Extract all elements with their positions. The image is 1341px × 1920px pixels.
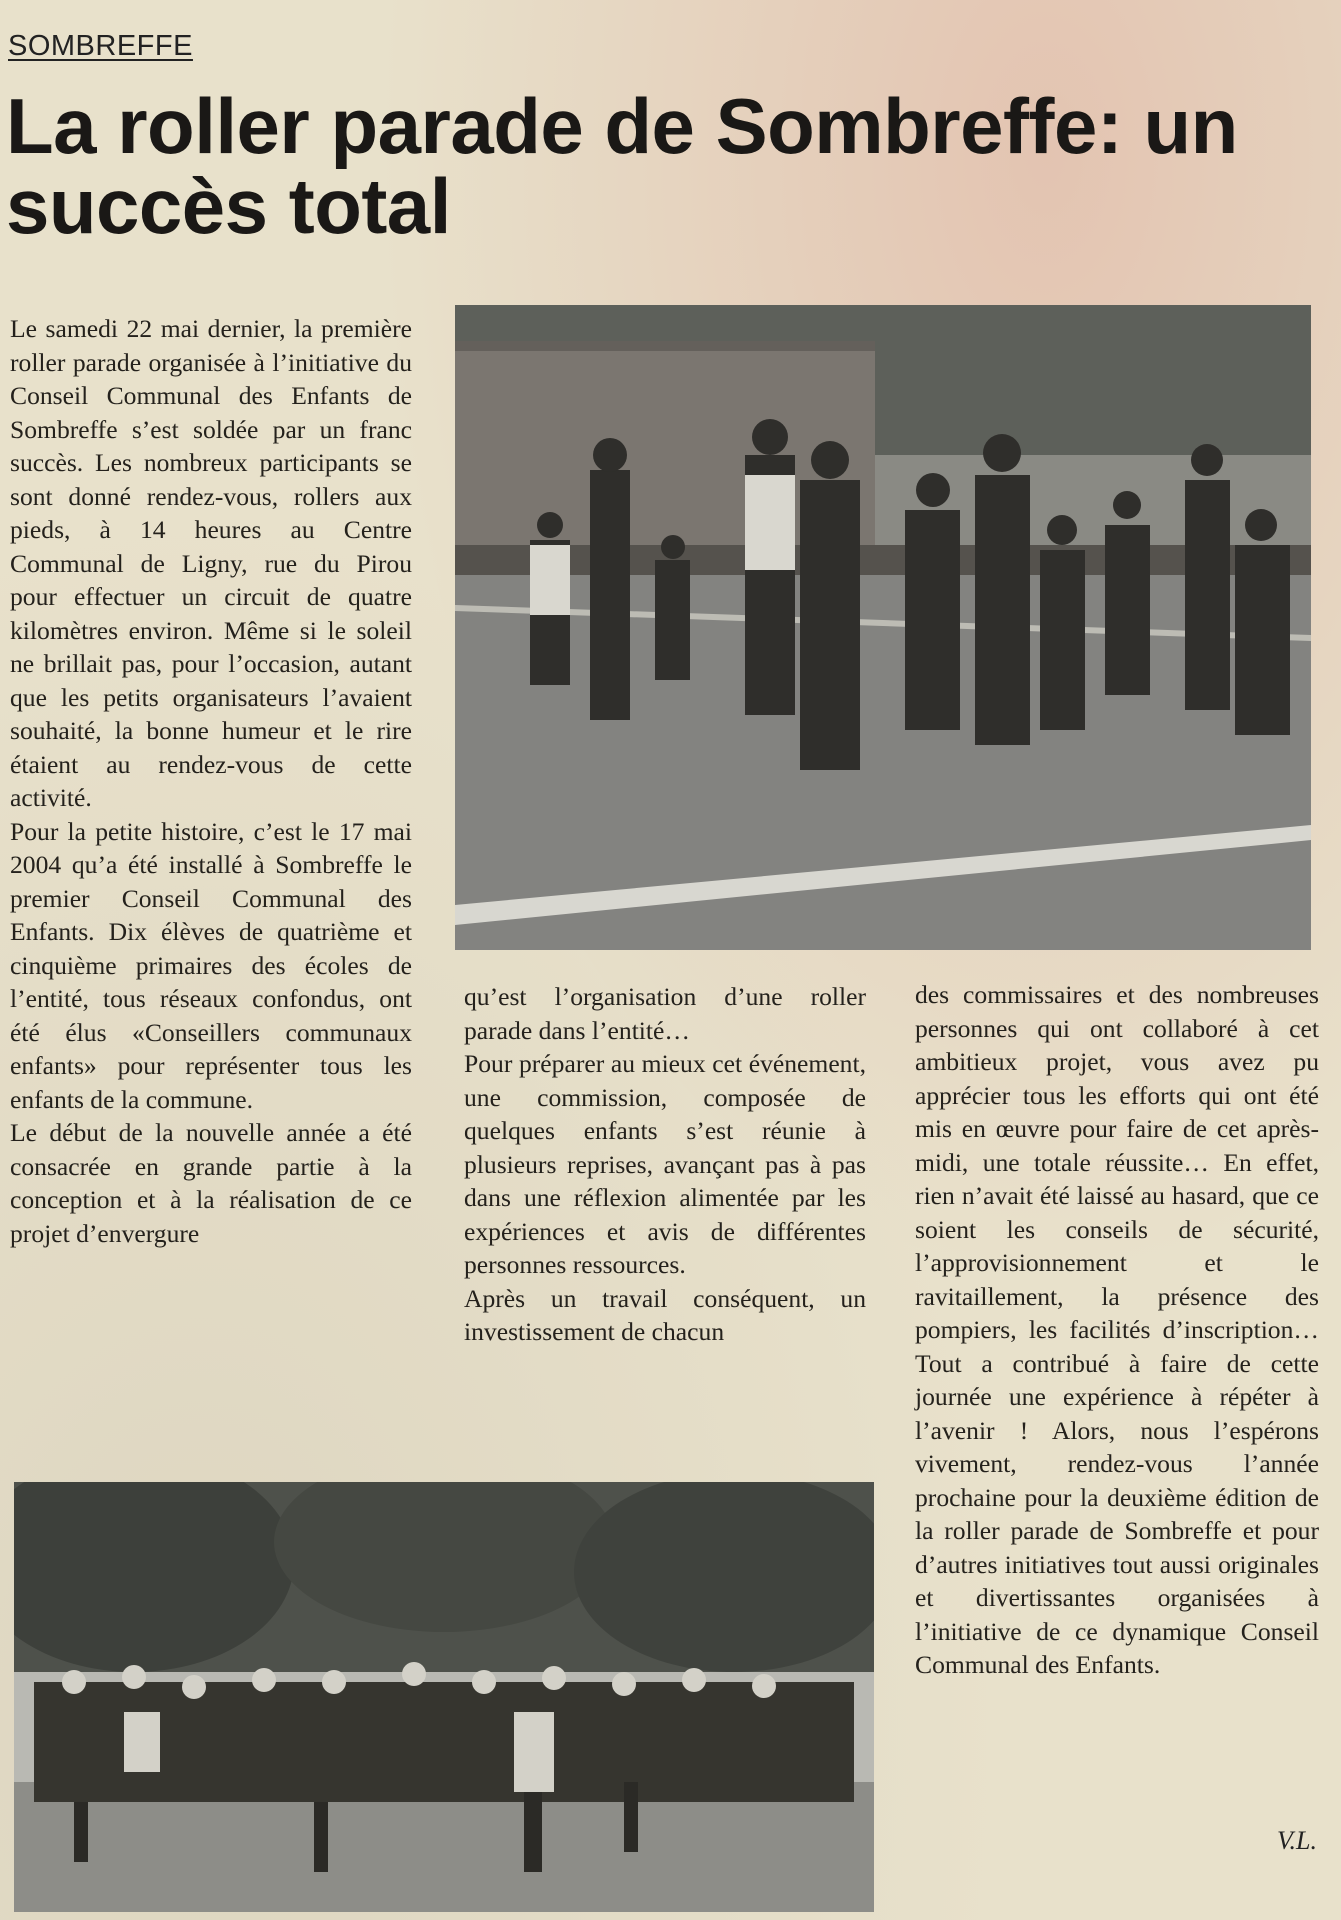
author-signature: V.L. bbox=[1277, 1826, 1317, 1855]
paragraph: Pour la petite histoire, c’est le 17 mai 2004 qu’a été installé à Sombreffe le premier Conseil Communal des Enfants. Dix élèves de quatrième et cinquième primaires des écoles de l’entité, tous réseaux confondus, ont été élus «Conseillers communaux enfants» pour représenter tous les enfants de la commune. bbox=[10, 816, 412, 1114]
article-headline: La roller parade de Sombreffe: un succès total bbox=[6, 82, 1238, 250]
paragraph: Le début de la nouvelle année a été consacrée en grande partie à la conception et à la réalisation de ce projet d’envergure bbox=[10, 1118, 412, 1248]
article-column-1 bbox=[10, 312, 412, 1250]
paragraph: Le samedi 22 mai dernier, la première roller parade organisée à l’initiative du Conseil Communal des Enfants de Sombreffe s’est soldée par un franc succès. Les nombreux participants se sont donné rendez-vous, rollers aux pieds, à 14 heures au Centre Communal de Ligny, rue du Pirou pour effectuer un circuit de quatre kilomètres environ. Même si le soleil ne brillait pas, pour l’occasion, autant que les petits organisateurs l’avaient souhaité, la bonne humeur et le rire étaient au rendez-vous de cette activité. bbox=[10, 314, 412, 812]
paragraph: des commissaires et des nombreuses personnes qui ont collaboré à cet ambitieux projet, vous avez pu apprécier tous les efforts qui ont été mis en œuvre pour faire de cet après-midi, une totale réussite… En effet, rien n’avait été laissé au hasard, que ce soient les conseils de sécurité, l’approvisionnement et le ravitaillement, la présence des pompiers, les facilités d’inscription… Tout a contribué à faire de cette journée une expérience à répéter à l’avenir ! Alors, nous l’espérons vivement, rendez-vous l’année prochaine pour la deuxième édition de la roller parade de Sombreffe et pour d’autres initiatives tout aussi originales et divertissantes organisées à l’initiative de ce dynamique Conseil Communal des Enfants. bbox=[915, 980, 1319, 1679]
article-column-2 bbox=[464, 980, 866, 1349]
article-column-3 bbox=[915, 978, 1319, 1682]
paragraph: Pour préparer au mieux cet événement, une commission, composée de quelques enfants s’est réunie à plusieurs reprises, avançant pas à pas dans une réflexion alimentée par les expériences et avis de différentes personnes ressources. bbox=[464, 1049, 866, 1279]
section-label: SOMBREFFE bbox=[8, 30, 193, 62]
paragraph: qu’est l’organisation d’une roller parade dans l’entité… bbox=[464, 982, 866, 1045]
photo-group-of-skaters bbox=[14, 1482, 874, 1912]
paragraph: Après un travail conséquent, un investissement de chacun bbox=[464, 1283, 866, 1346]
photo-roller-skaters-street bbox=[455, 305, 1311, 950]
